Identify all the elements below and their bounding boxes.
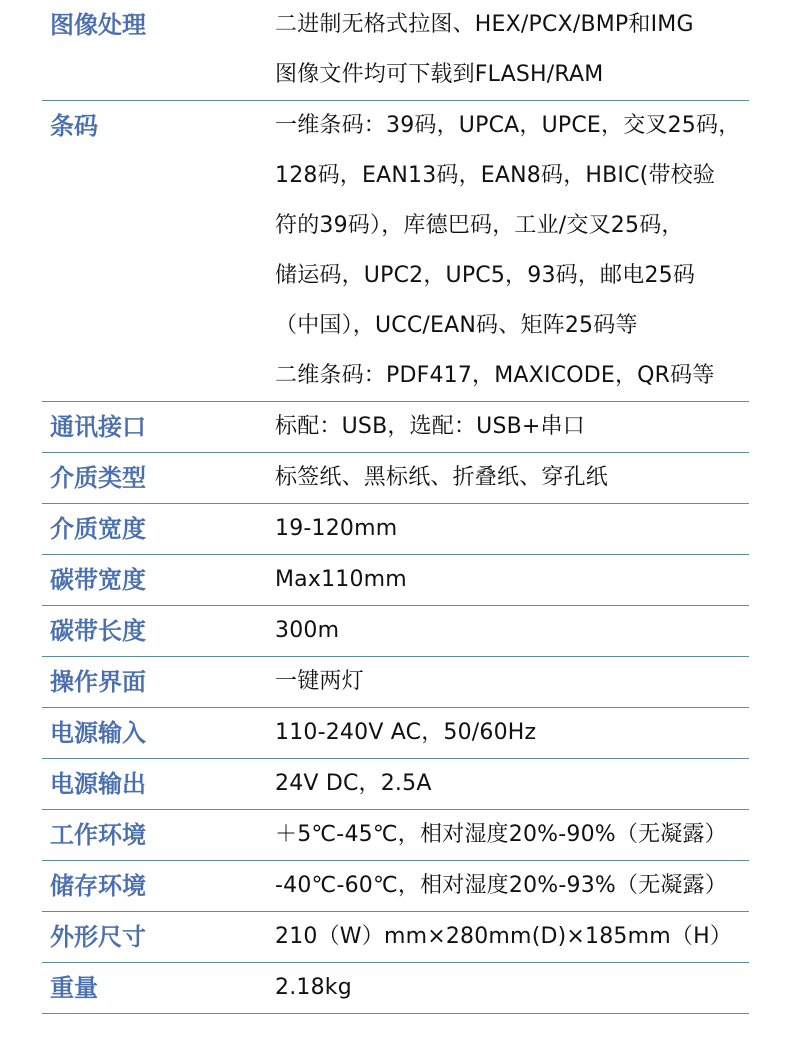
- spec-value: [275, 555, 749, 605]
- spec-value: [275, 861, 749, 911]
- spec-label: 碳带宽度: [50, 566, 146, 594]
- spec-row: [42, 555, 749, 606]
- spec-label: 电源输入: [50, 719, 146, 747]
- spec-value-line: 128码，EAN13码，EAN8码，HBIC(带校验: [275, 163, 716, 188]
- spec-value-line: 二进制无格式拉图、HEX/PCX/BMP和IMG: [275, 12, 694, 37]
- spec-value-line: 一维条码：39码，UPCA，UPCE，交叉25码，: [275, 113, 741, 138]
- spec-value: [275, 963, 749, 1013]
- spec-label: 重量: [50, 974, 98, 1002]
- spec-label: 通讯接口: [50, 413, 146, 441]
- spec-value-line: 符的39码），库德巴码，工业/交叉25码，: [275, 213, 684, 238]
- spec-value: [275, 810, 749, 860]
- spec-label: 外形尺寸: [50, 923, 146, 951]
- spec-label: 碳带长度: [50, 617, 146, 645]
- spec-value-line: 110-240V AC，50/60Hz: [275, 720, 537, 745]
- spec-row: [42, 657, 749, 708]
- spec-value: [275, 0, 749, 100]
- spec-label: 介质类型: [50, 464, 146, 492]
- spec-value-line: ＋5℃-45℃，相对湿度20%-90%（无凝露）: [275, 822, 727, 847]
- spec-value: [275, 101, 749, 401]
- spec-value-line: 一键两灯: [275, 669, 364, 694]
- spec-value: [275, 453, 749, 503]
- spec-value-line: -40℃-60℃，相对湿度20%-93%（无凝露）: [275, 873, 728, 898]
- spec-row: [42, 912, 749, 963]
- spec-label: 储存环境: [50, 872, 146, 900]
- spec-value-line: 2.18kg: [275, 975, 352, 1000]
- spec-label: 电源输出: [50, 770, 146, 798]
- spec-label: 图像处理: [50, 11, 146, 39]
- spec-label: 介质宽度: [50, 515, 146, 543]
- spec-value-line: 二维条码：PDF417，MAXICODE，QR码等: [275, 363, 715, 388]
- spec-row: [42, 402, 749, 453]
- spec-value-line: 标配：USB，选配：USB+串口: [275, 414, 585, 439]
- spec-row: [42, 861, 749, 912]
- spec-row: [42, 810, 749, 861]
- spec-value: [275, 504, 749, 554]
- spec-value: [275, 912, 749, 962]
- spec-value: [275, 708, 749, 758]
- spec-row: [42, 101, 749, 402]
- spec-table: [42, 0, 749, 1014]
- spec-value-line: 储运码，UPC2，UPC5，93码，邮电25码: [275, 263, 696, 288]
- spec-row: [42, 606, 749, 657]
- spec-value: [275, 606, 749, 656]
- spec-value: [275, 759, 749, 809]
- spec-row: [42, 453, 749, 504]
- spec-value-line: 24V DC，2.5A: [275, 771, 432, 796]
- spec-value-line: 标签纸、黑标纸、折叠纸、穿孔纸: [275, 465, 609, 490]
- spec-value-line: 300m: [275, 618, 340, 643]
- spec-row: [42, 708, 749, 759]
- spec-value-line: （中国），UCC/EAN码、矩阵25码等: [275, 313, 638, 338]
- spec-row: [42, 504, 749, 555]
- spec-value: [275, 402, 749, 452]
- spec-value-line: 210（W）mm×280mm(D)×185mm（H）: [275, 924, 733, 949]
- spec-label: 条码: [50, 112, 98, 140]
- spec-value: [275, 657, 749, 707]
- spec-label: 操作界面: [50, 668, 146, 696]
- spec-value-line: Max110mm: [275, 567, 407, 592]
- spec-value-line: 19-120mm: [275, 516, 398, 541]
- spec-row: [42, 0, 749, 101]
- spec-row: [42, 759, 749, 810]
- spec-label: 工作环境: [50, 821, 146, 849]
- spec-value-line: 图像文件均可下载到FLASH/RAM: [275, 62, 604, 87]
- spec-row: [42, 963, 749, 1014]
